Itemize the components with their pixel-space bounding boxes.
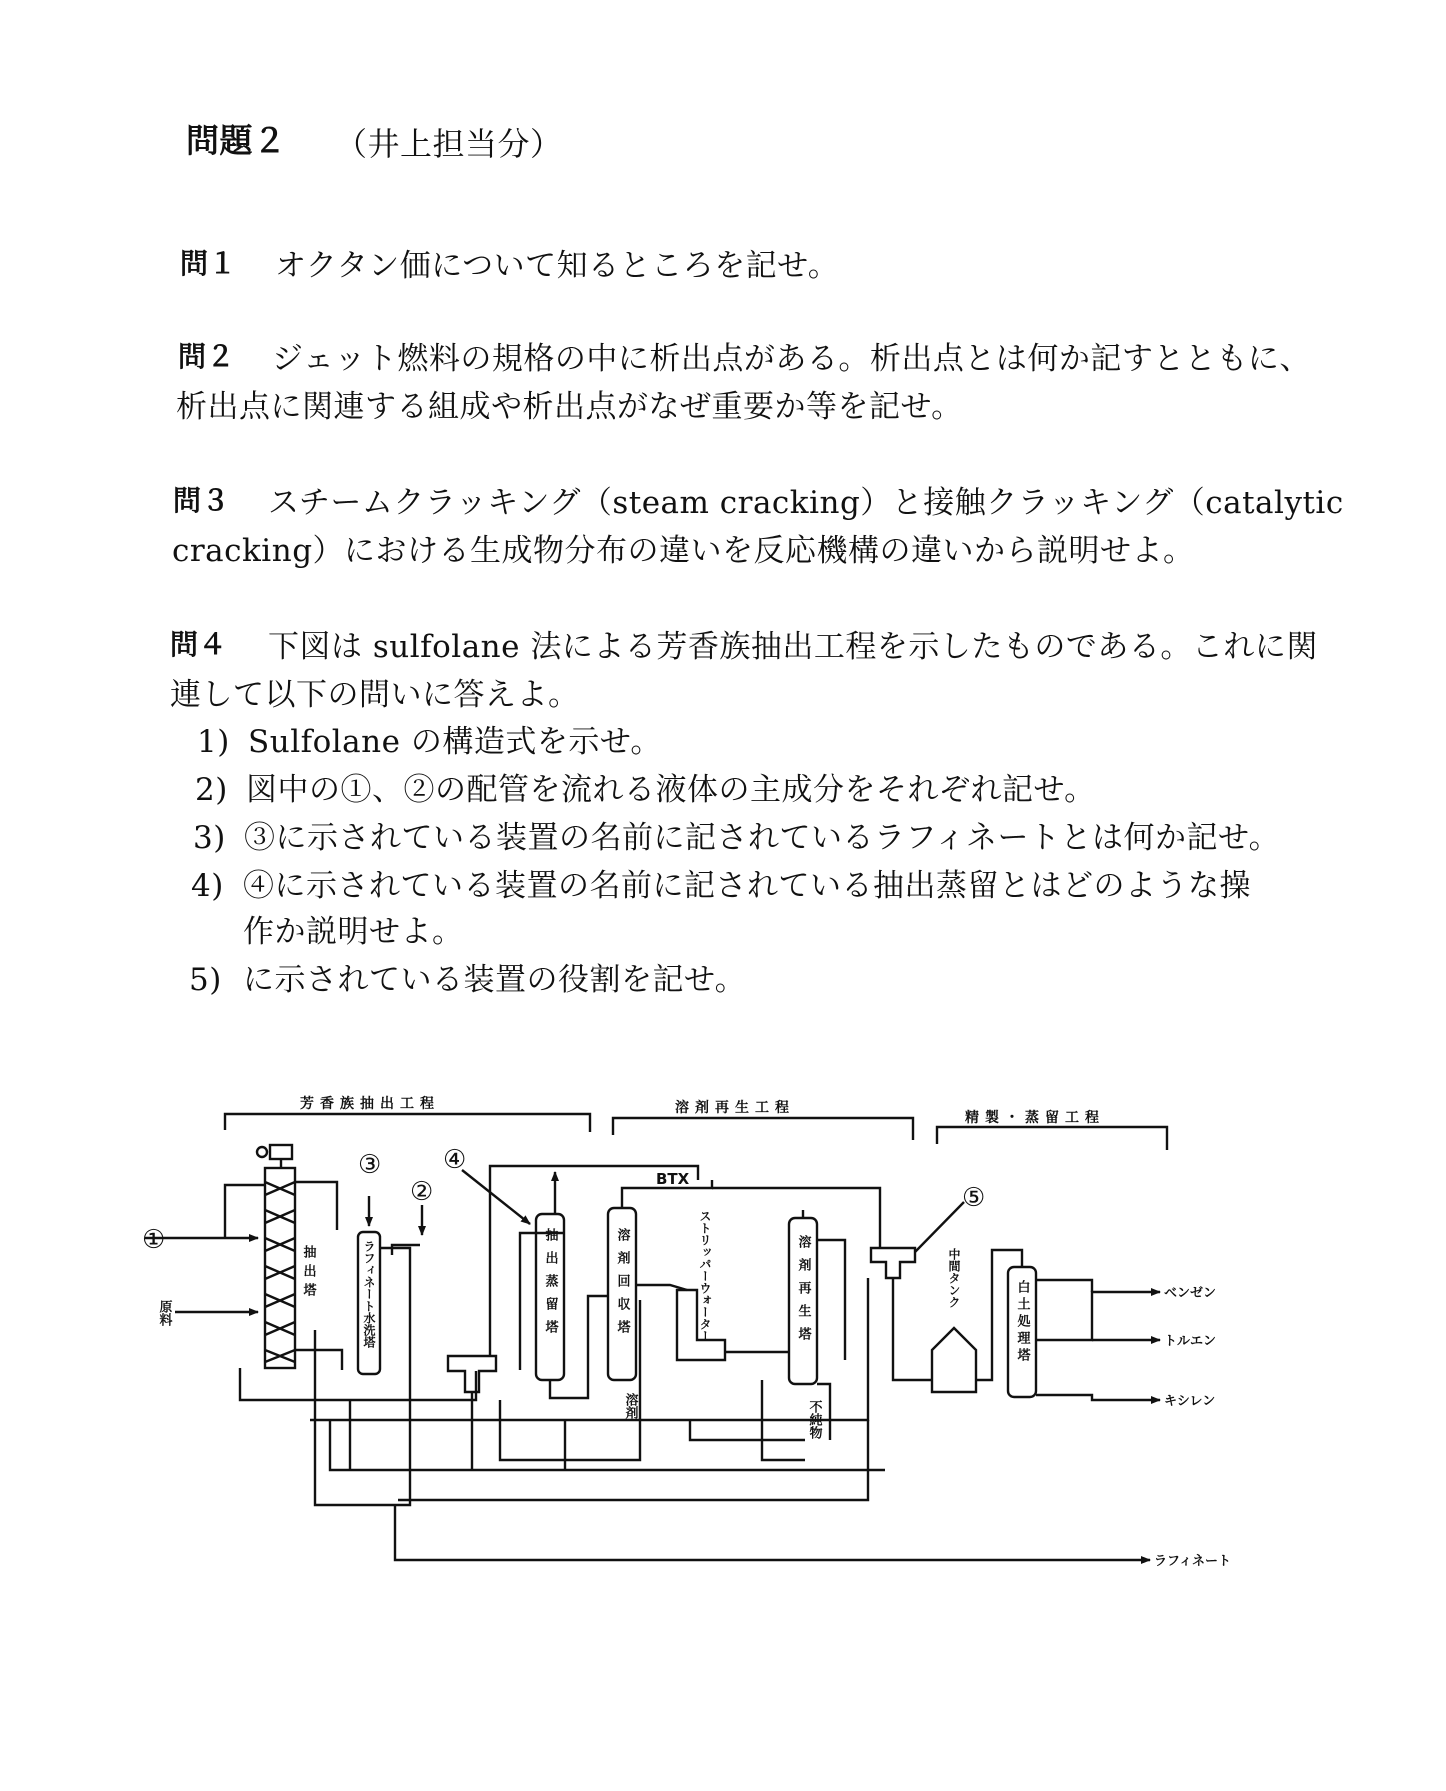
question-text: オクタン価について知るところを記せ。 <box>275 248 840 284</box>
clay-treater-label: 白土処理塔 <box>1014 1280 1030 1365</box>
extractor-tower <box>257 1145 295 1368</box>
feed-label: 原料 <box>156 1300 172 1326</box>
marker-2: ② <box>410 1177 434 1207</box>
product-toluene: トルエン <box>1164 1334 1217 1349</box>
subquestion-text: に示されている装置の役割を記せ。 <box>243 962 747 998</box>
question-text: cracking）における生成物分布の違いを反応機構の違いから説明せよ。 <box>172 533 1195 569</box>
subquestion-text: ③に示されている装置の名前に記されているラフィネートとは何か記せ。 <box>244 820 1281 856</box>
product-benzene: ベンゼン <box>1164 1286 1217 1301</box>
subquestion-number: 4) <box>191 868 224 904</box>
solvent-stream-label: 溶剤 <box>622 1393 638 1419</box>
intermediate-tank <box>932 1328 976 1392</box>
section-label-purification: 精製・蒸留工程 <box>965 1110 1105 1126</box>
section-label-solvent-regen: 溶剤再生工程 <box>675 1100 795 1116</box>
marker-4: ④ <box>443 1145 467 1175</box>
subquestion-text: Sulfolane の構造式を示せ。 <box>248 724 662 760</box>
subquestion-text: ④に示されている装置の名前に記されている抽出蒸留とはどのような操 <box>243 868 1251 904</box>
marker-1: ① <box>142 1225 166 1255</box>
marker-5: ⑤ <box>962 1183 986 1213</box>
product-xylene: キシレン <box>1164 1394 1216 1409</box>
question-text: 析出点に関連する組成や析出点がなぜ重要か等を記せ。 <box>176 389 963 425</box>
intermediate-tank-label: 中間タンク <box>947 1248 961 1308</box>
question-number: 問１ <box>180 247 238 280</box>
question-text: スチームクラッキング（steam cracking）と接触クラッキング（catalytic <box>268 485 1344 521</box>
section-bracket <box>937 1127 1167 1150</box>
subquestion-number: 1) <box>197 724 230 760</box>
extractor-label: 抽出塔 <box>300 1245 316 1302</box>
question-text: 連して以下の問いに答えよ。 <box>170 677 580 713</box>
stripper-water-label: ストリッパーウォーター <box>698 1210 712 1342</box>
section-bracket <box>613 1118 913 1140</box>
subquestion-number: 2) <box>195 772 228 808</box>
section-label-extraction: 芳香族抽出工程 <box>300 1096 440 1112</box>
settler-drum-b <box>871 1248 915 1278</box>
subquestion-number: 5) <box>189 962 222 998</box>
page-subtitle: （井上担当分） <box>335 125 563 163</box>
subquestion-number: 3) <box>193 820 226 856</box>
question-number: 問４ <box>170 628 228 661</box>
btx-label: BTX <box>656 1170 690 1188</box>
section-bracket <box>225 1114 590 1132</box>
solvent-regenerator-label: 溶剤再生塔 <box>795 1235 811 1350</box>
product-raffinate: ラフィネート <box>1154 1554 1231 1569</box>
settler-drum-a <box>448 1356 496 1392</box>
impurity-label: 不純物 <box>806 1400 822 1439</box>
solvent-recovery-label: 溶剤回収塔 <box>614 1228 630 1343</box>
subquestion-text: 図中の①、②の配管を流れる液体の主成分をそれぞれ記せ。 <box>246 772 1096 808</box>
marker-3: ③ <box>358 1150 382 1180</box>
question-number: 問２ <box>178 340 236 373</box>
question-text: 下図は sulfolane 法による芳香族抽出工程を示したものである。これに関 <box>268 629 1318 665</box>
raffinate-washer-label: ラフィネート水洗塔 <box>362 1240 376 1348</box>
subquestion-text: 作か説明せよ。 <box>243 914 464 950</box>
question-text: ジェット燃料の規格の中に析出点がある。析出点とは何か記すとともに、 <box>272 341 1311 377</box>
extractive-distillation-label: 抽出蒸留塔 <box>542 1228 558 1343</box>
question-number: 問３ <box>173 484 231 517</box>
page-title: 問題２ <box>186 121 287 160</box>
